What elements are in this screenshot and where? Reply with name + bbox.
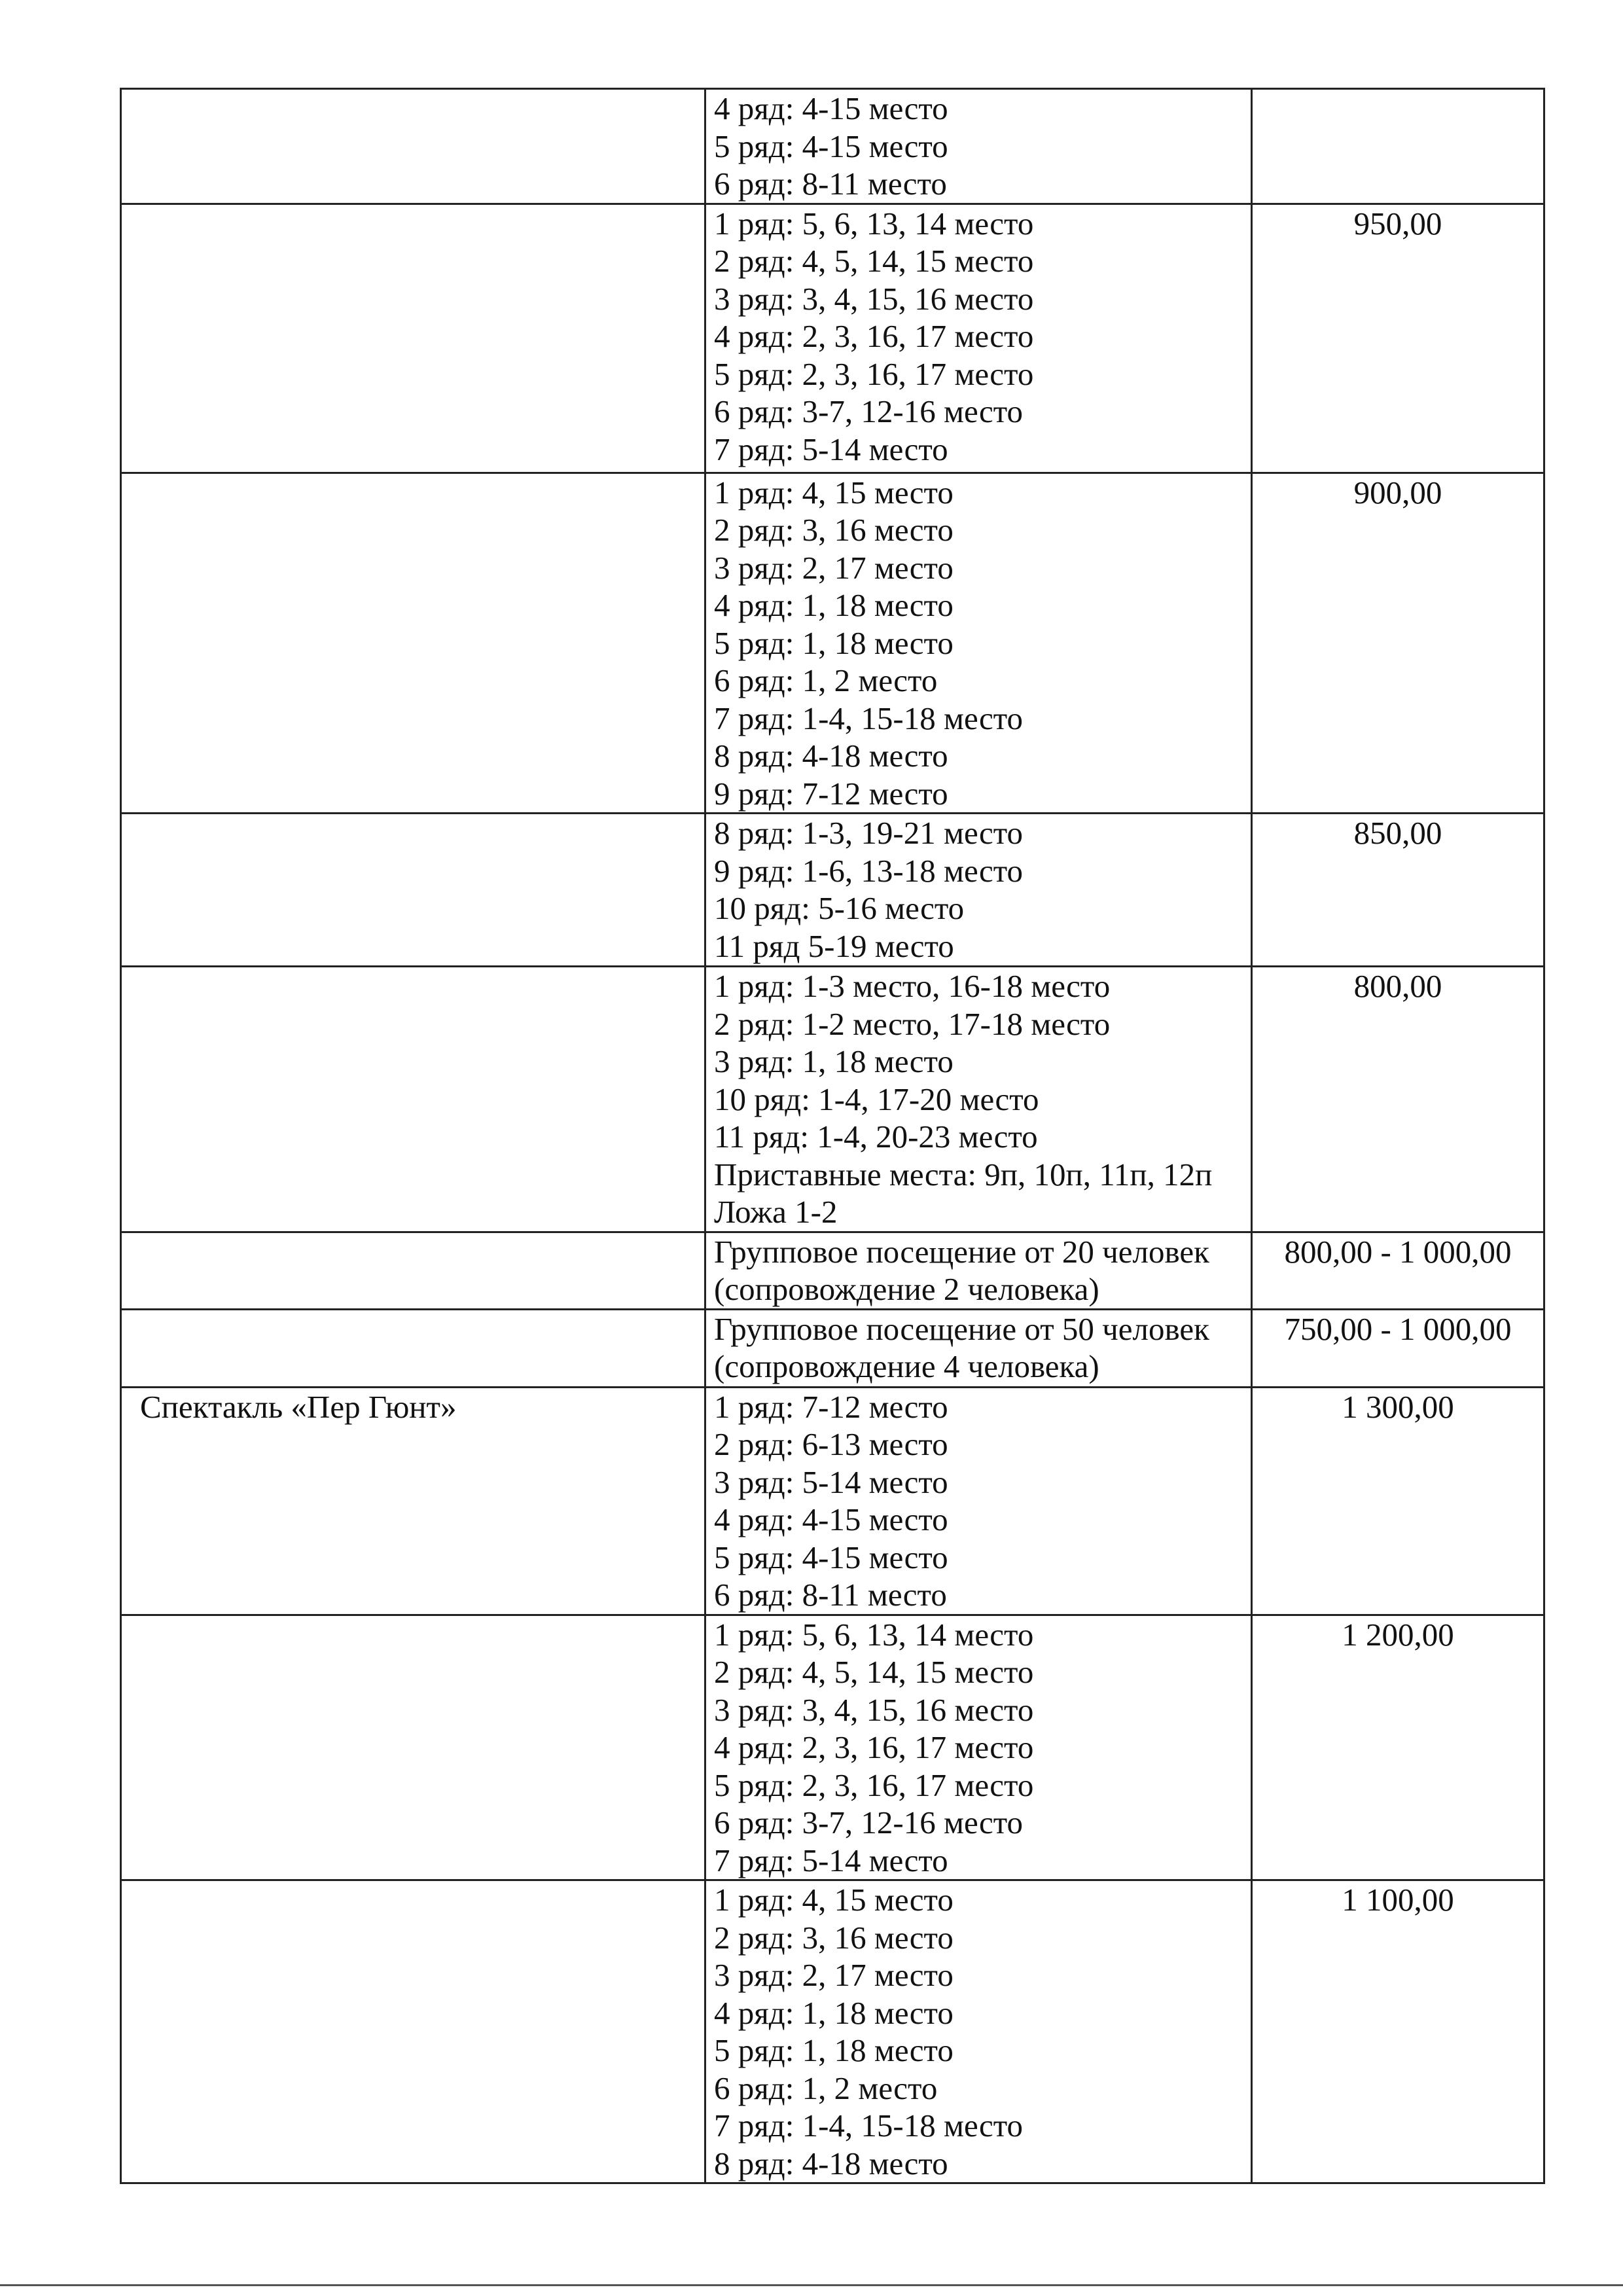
seat-line: 1 ряд: 4, 15 место [714,474,954,511]
table-row [121,1880,1544,2183]
seat-line: 5 ряд: 4-15 место [714,128,948,164]
seat-line: 1 ряд: 5, 6, 13, 14 место [714,1616,1034,1653]
seats-cell [705,1232,1252,1309]
seat-line: 2 ряд: 4, 5, 14, 15 место [714,243,1034,279]
seat-line: 1 ряд: 1-3 место, 16-18 место [714,968,1111,1004]
seat-line: 6 ряд: 3-7, 12-16 место [714,1804,1023,1840]
price-cell: 800,00 - 1 000,00 [1252,1232,1544,1309]
seat-line: 4 ряд: 1, 18 место [714,1994,954,2031]
table-row [121,1309,1544,1387]
seat-line: 5 ряд: 4-15 место [714,1539,948,1575]
seat-line: 4 ряд: 4-15 место [714,90,948,126]
price-cell [1252,89,1544,204]
seats-cell [705,1309,1252,1387]
seat-line: Приставные места: 9п, 10п, 11п, 12п [714,1156,1213,1193]
seat-line: 1 ряд: 7-12 место [714,1388,948,1425]
seat-line: 1 ряд: 4, 15 место [714,1882,954,1918]
seat-line: 2 ряд: 3, 16 место [714,1919,954,1956]
scan-edge-line [0,2284,1623,2286]
seat-line: 6 ряд: 3-7, 12-16 место [714,393,1023,429]
performance-name-cell [121,967,705,1232]
performance-name-cell [121,1232,705,1309]
seat-line: 7 ряд: 5-14 место [714,431,948,467]
price-cell: 950,00 [1252,204,1544,473]
seat-line: 3 ряд: 5-14 место [714,1463,948,1500]
table-row [121,473,1544,814]
table-row [121,204,1544,473]
seat-line: 4 ряд: 2, 3, 16, 17 место [714,1729,1034,1765]
price-cell: 1 200,00 [1252,1615,1544,1880]
table-row [121,1615,1544,1880]
seat-line: 9 ряд: 1-6, 13-18 место [714,852,1023,889]
seat-line: Групповое посещение от 50 человек [714,1310,1209,1347]
seats-cell [705,967,1252,1232]
seat-line: 3 ряд: 1, 18 место [714,1043,954,1079]
seats-cell [705,814,1252,967]
performance-name-cell [121,473,705,814]
performance-name-cell [121,814,705,967]
seat-line: Групповое посещение от 20 человек [714,1233,1209,1270]
seats-cell [705,89,1252,204]
seat-line: 8 ряд: 1-3, 19-21 место [714,815,1023,851]
seat-line: 2 ряд: 6-13 место [714,1426,948,1462]
table-row [121,967,1544,1232]
seat-line: 2 ряд: 4, 5, 14, 15 место [714,1654,1034,1690]
table-row [121,1387,1544,1615]
seat-line: 10 ряд: 5-16 место [714,890,965,926]
performance-name-cell: Спектакль «Пер Гюнт» [121,1387,705,1615]
performance-name-cell [121,89,705,204]
table-row [121,89,1544,204]
seat-line: 11 ряд: 1-4, 20-23 место [714,1119,1038,1155]
seat-line: 4 ряд: 4-15 место [714,1501,948,1537]
table-row [121,1232,1544,1309]
performance-name-cell [121,1309,705,1387]
seats-cell [705,1387,1252,1615]
seat-line: 2 ряд: 3, 16 место [714,512,954,548]
seats-cell [705,1615,1252,1880]
price-cell: 900,00 [1252,473,1544,814]
seat-line: 11 ряд 5-19 место [714,927,954,964]
price-cell: 800,00 [1252,967,1544,1232]
seat-line: 5 ряд: 1, 18 место [714,624,954,661]
performance-name-cell [121,204,705,473]
price-cell: 750,00 - 1 000,00 [1252,1309,1544,1387]
seat-line: 10 ряд: 1-4, 17-20 место [714,1081,1039,1117]
seat-line: 7 ряд: 1-4, 15-18 место [714,2108,1023,2144]
seat-line: 3 ряд: 3, 4, 15, 16 место [714,1691,1034,1728]
seat-line: 6 ряд: 8-11 место [714,1577,947,1613]
seats-cell [705,1880,1252,2183]
seat-line: 3 ряд: 2, 17 место [714,549,954,586]
seat-line: (сопровождение 4 человека) [714,1348,1099,1384]
seat-line: 5 ряд: 2, 3, 16, 17 место [714,355,1034,392]
seat-line: 3 ряд: 2, 17 место [714,1957,954,1993]
seat-line: 6 ряд: 1, 2 место [714,662,938,698]
seat-line: 7 ряд: 5-14 место [714,1842,948,1878]
price-table [120,88,1545,2184]
seat-line: 1 ряд: 5, 6, 13, 14 место [714,205,1034,242]
seat-line: 7 ряд: 1-4, 15-18 место [714,700,1023,736]
seat-line: 9 ряд: 7-12 место [714,775,948,812]
seat-line: 4 ряд: 1, 18 место [714,587,954,623]
seat-line: 6 ряд: 8-11 место [714,166,947,202]
price-cell: 1 300,00 [1252,1387,1544,1615]
seat-line: 8 ряд: 4-18 место [714,2145,948,2181]
seats-cell [705,473,1252,814]
seats-cell [705,204,1252,473]
performance-name-cell [121,1615,705,1880]
seat-line: 8 ряд: 4-18 место [714,738,948,774]
seat-line: 2 ряд: 1-2 место, 17-18 место [714,1005,1111,1042]
seat-line: 5 ряд: 2, 3, 16, 17 место [714,1767,1034,1803]
seat-line: 4 ряд: 2, 3, 16, 17 место [714,318,1034,354]
price-cell: 850,00 [1252,814,1544,967]
seat-line: 6 ряд: 1, 2 место [714,2070,938,2106]
seat-line: 5 ряд: 1, 18 место [714,2032,954,2068]
seat-line: 3 ряд: 3, 4, 15, 16 место [714,280,1034,317]
table-row [121,814,1544,967]
seat-line: (сопровождение 2 человека) [714,1271,1099,1307]
price-cell: 1 100,00 [1252,1880,1544,2183]
seat-line: Ложа 1-2 [714,1194,838,1230]
performance-name-cell [121,1880,705,2183]
